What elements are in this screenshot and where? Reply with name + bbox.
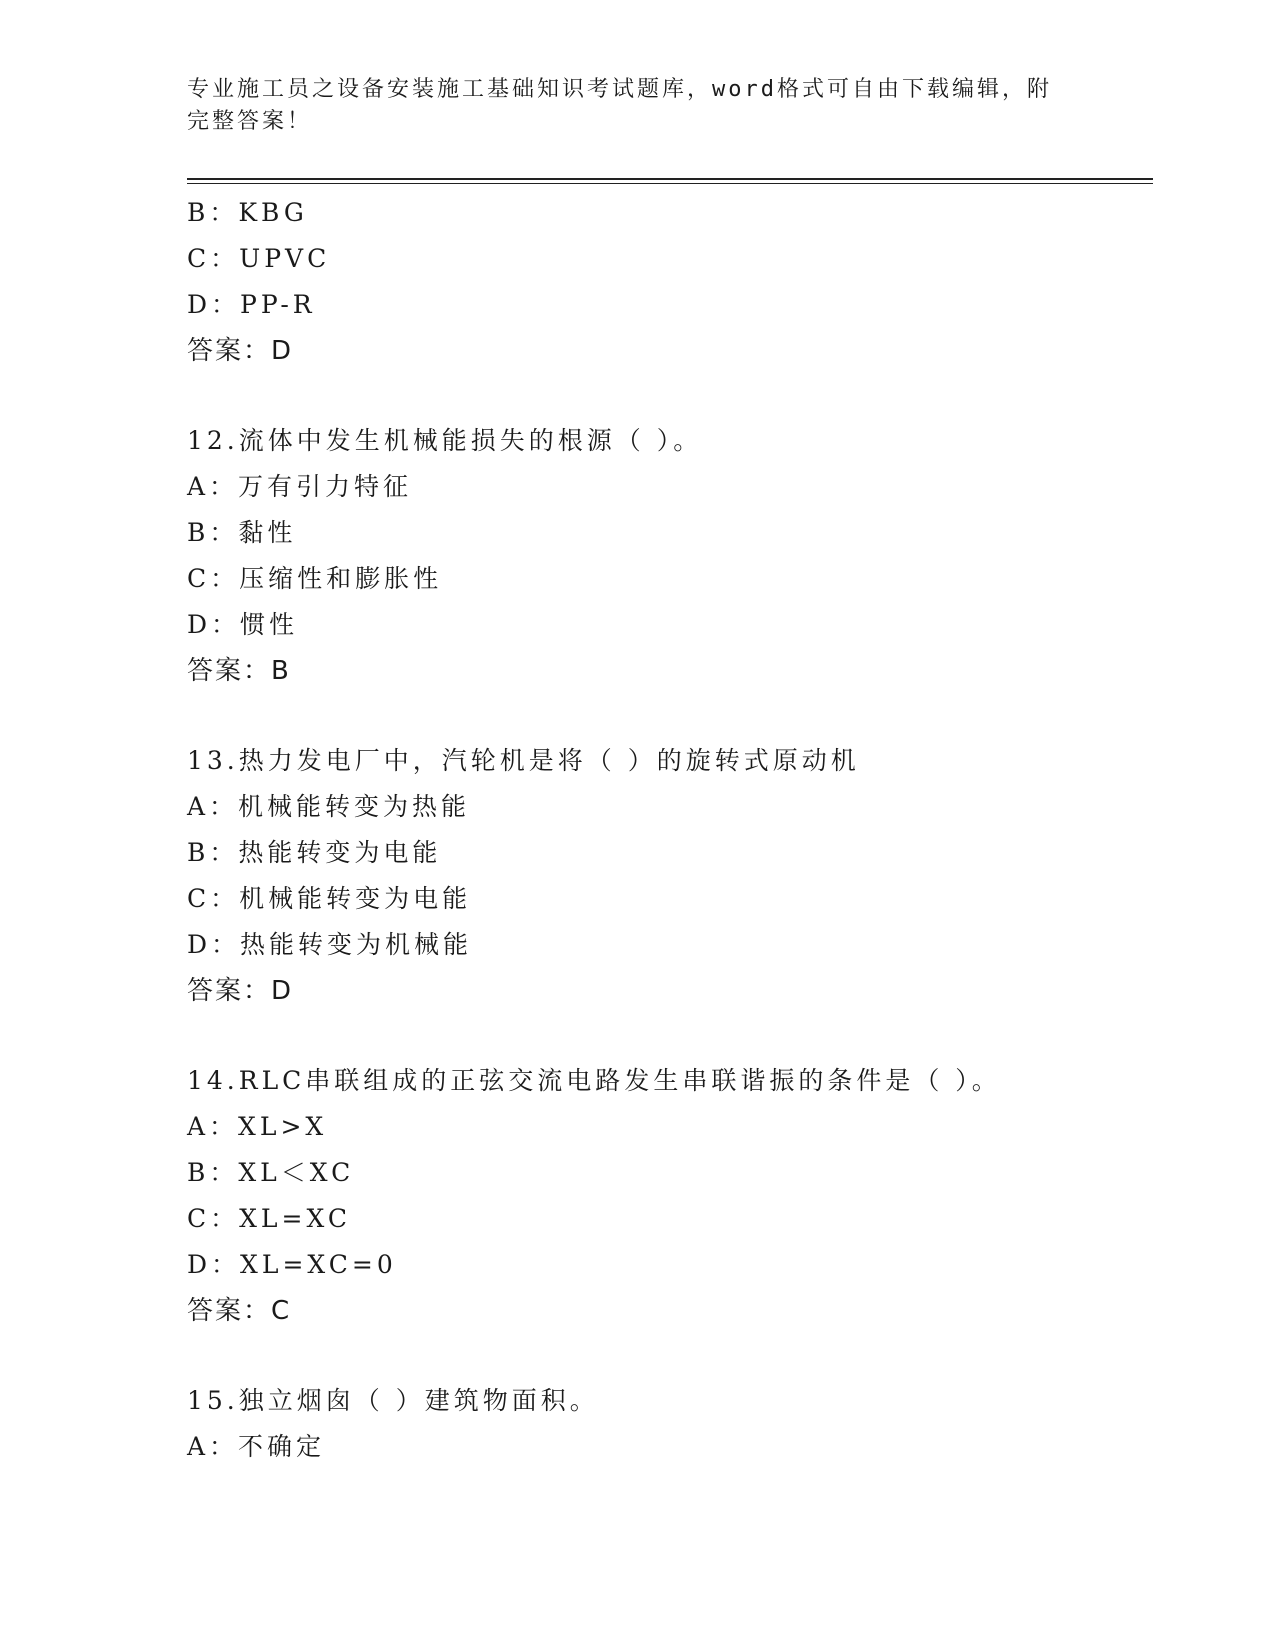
question-block [187, 1378, 1153, 1470]
answer-line: 答案：B [187, 656, 291, 686]
option-b: B：KBG [187, 198, 308, 227]
option-c: C：压缩性和膨胀性 [187, 564, 443, 593]
question-list [187, 190, 1153, 1470]
option-b: B：热能转变为电能 [187, 838, 442, 867]
option-b: B：XL＜XC [187, 1158, 355, 1187]
option-c: C：机械能转变为电能 [187, 884, 472, 913]
option-d: D：PP-R [187, 290, 316, 319]
option-c: C：UPVC [187, 244, 331, 273]
option-b: B：黏性 [187, 518, 297, 547]
question-text: 15.独立烟囱（ ）建筑物面积。 [187, 1386, 599, 1415]
question-text: 14.RLC串联组成的正弦交流电路发生串联谐振的条件是（ ）。 [187, 1066, 1001, 1095]
block-spacer [187, 694, 1153, 738]
block-spacer [187, 1014, 1153, 1058]
header-divider-thin [187, 183, 1153, 184]
option-a: A：XL>X [187, 1112, 328, 1141]
option-d: D：惯性 [187, 610, 299, 639]
question-text: 13.热力发电厂中，汽轮机是将（ ）的旋转式原动机 [187, 746, 860, 775]
answer-line: 答案：D [187, 336, 294, 366]
block-spacer [187, 374, 1153, 418]
header-divider-thick [187, 178, 1153, 180]
answer-line: 答案：C [187, 1296, 292, 1326]
option-a: A：不确定 [187, 1432, 326, 1461]
question-block [187, 418, 1153, 694]
block-spacer [187, 1334, 1153, 1378]
option-a: A：万有引力特征 [187, 472, 413, 501]
question-text: 12.流体中发生机械能损失的根源（ ）。 [187, 426, 703, 455]
question-block [187, 190, 1153, 374]
question-block [187, 1058, 1153, 1334]
option-c: C：XL=XC [187, 1204, 351, 1233]
option-d: D：XL=XC=0 [187, 1250, 397, 1279]
option-d: D：热能转变为机械能 [187, 930, 473, 959]
option-a: A：机械能转变为热能 [187, 792, 471, 821]
answer-line: 答案：D [187, 976, 294, 1006]
document-header: 专业施工员之设备安装施工基础知识考试题库，word格式可自由下载编辑，附完整答案！ [187, 77, 1052, 134]
question-block [187, 738, 1153, 1014]
